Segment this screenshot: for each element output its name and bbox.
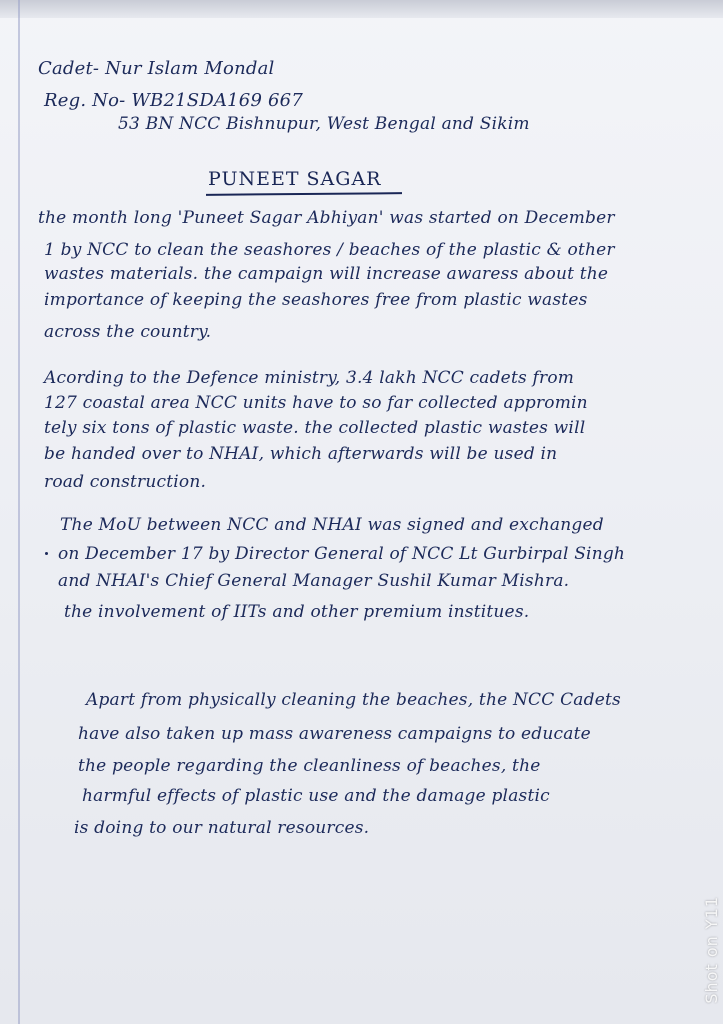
- title-underline: [206, 192, 402, 196]
- paragraph-4-line-3: the people regarding the cleanliness of beaches, the: [78, 756, 541, 776]
- paragraph-3-line-4: the involvement of IITs and other premium institues.: [64, 602, 530, 622]
- bullet-dot: [45, 552, 48, 555]
- paragraph-4-line-2: have also taken up mass awareness campaigns to educate: [78, 724, 591, 744]
- paper-top-edge: [0, 0, 723, 18]
- paragraph-3-line-1: The MoU between NCC and NHAI was signed and exchanged: [60, 515, 604, 535]
- cadet-name-line: Cadet- Nur Islam Mondal: [38, 58, 275, 79]
- unit-line: 53 BN NCC Bishnupur, West Bengal and Sikim: [118, 114, 530, 134]
- paragraph-2-line-2: 127 coastal area NCC units have to so far collected appromin: [44, 393, 588, 413]
- paragraph-2-line-4: be handed over to NHAI, which afterwards will be used in: [44, 444, 558, 464]
- paragraph-1-line-4: importance of keeping the seashores free from plastic wastes: [44, 290, 588, 310]
- paragraph-4-line-5: is doing to our natural resources.: [74, 818, 370, 838]
- paragraph-1-line-5: across the country.: [44, 322, 212, 342]
- paragraph-4-line-4: harmful effects of plastic use and the damage plastic: [82, 786, 550, 806]
- paragraph-3-line-2: on December 17 by Director General of NCC Lt Gurbirpal Singh: [58, 544, 626, 564]
- paragraph-1-line-3: wastes materials. the campaign will increase awaress about the: [44, 264, 609, 284]
- paragraph-1-line-1: the month long 'Puneet Sagar Abhiyan' was started on December: [38, 208, 615, 228]
- margin-line: [18, 0, 20, 1024]
- camera-watermark: Shot on Y11: [702, 896, 721, 1004]
- paragraph-2-line-3: tely six tons of plastic waste. the collected plastic wastes will: [44, 418, 586, 438]
- paragraph-4-line-1: Apart from physically cleaning the beaches, the NCC Cadets: [86, 690, 621, 710]
- paragraph-1-line-2: 1 by NCC to clean the seashores / beaches of the plastic & other: [44, 240, 615, 260]
- registration-number-line: Reg. No- WB21SDA169 667: [44, 90, 303, 111]
- page-title: PUNEET SAGAR: [208, 168, 382, 190]
- paragraph-3-line-3: and NHAI's Chief General Manager Sushil Kumar Mishra.: [58, 571, 570, 591]
- paragraph-2-line-1: Acording to the Defence ministry, 3.4 lakh NCC cadets from: [44, 368, 575, 388]
- paragraph-2-line-5: road construction.: [44, 472, 207, 492]
